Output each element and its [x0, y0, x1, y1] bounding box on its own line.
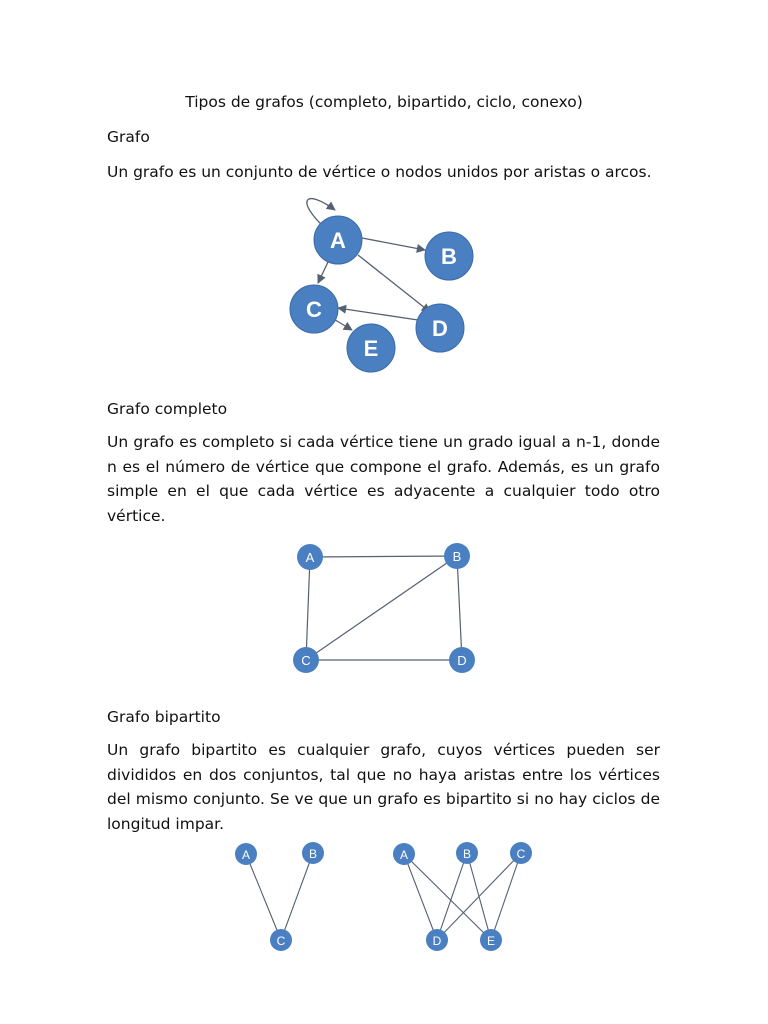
node-label: B — [452, 549, 462, 564]
paragraph-line: simple en el que cada vértice es adyacente a cualquier todo otro — [107, 482, 660, 500]
edge-A-D — [404, 854, 437, 940]
paragraph-line: vértice. — [107, 506, 166, 525]
node-label: A — [399, 848, 409, 862]
node-label: D — [432, 934, 442, 948]
node-label: B — [308, 847, 318, 861]
node-label: E — [486, 934, 496, 948]
node-label: A — [305, 550, 315, 565]
node-C — [510, 842, 532, 864]
node-D — [426, 929, 448, 951]
node-label: D — [457, 653, 467, 668]
heading-grafo-bipartito: Grafo bipartito — [107, 708, 221, 726]
paragraph-line: Un grafo es completo si cada vértice tiene un grado igual a n-1, donde — [107, 433, 660, 451]
node-label: A — [330, 228, 346, 253]
node-B — [456, 842, 478, 864]
node-E — [480, 929, 502, 951]
node-label: C — [306, 297, 322, 322]
node-label: C — [516, 847, 526, 861]
node-A — [393, 843, 415, 865]
paragraph-line: longitud impar. — [107, 814, 225, 833]
edge-C-D — [437, 853, 521, 940]
node-label: B — [462, 847, 472, 861]
paragraph-line: Un grafo bipartito es cualquier grafo, cuyos vértices pueden ser — [107, 741, 660, 759]
bipartite-large-edges — [404, 853, 521, 940]
heading-grafo: Grafo — [107, 128, 150, 146]
node-label: B — [441, 244, 457, 269]
edge-C-E — [491, 853, 521, 940]
node-label: E — [363, 336, 379, 361]
paragraph-line: Un grafo es un conjunto de vértice o nodos unidos por aristas o arcos. — [107, 163, 652, 181]
paragraph-line: n es el número de vértice que compone el grafo. Además, es un grafo — [107, 457, 660, 476]
paragraph-line: divididos en dos conjuntos, tal que no haya aristas entre los vértices — [107, 765, 660, 784]
node-label: C — [276, 934, 286, 948]
document-title: Tipos de grafos (completo, bipartido, ciclo, conexo) — [185, 93, 583, 111]
edge-B-D — [437, 853, 467, 940]
node-label: C — [301, 653, 311, 668]
node-label: A — [241, 848, 251, 862]
bipartite-large-nodes — [393, 842, 532, 951]
node-label: D — [432, 316, 448, 341]
paragraph-line: del mismo conjunto. Se ve que un grafo es bipartito si no hay ciclos de — [107, 790, 660, 808]
heading-grafo-completo: Grafo completo — [107, 400, 228, 418]
